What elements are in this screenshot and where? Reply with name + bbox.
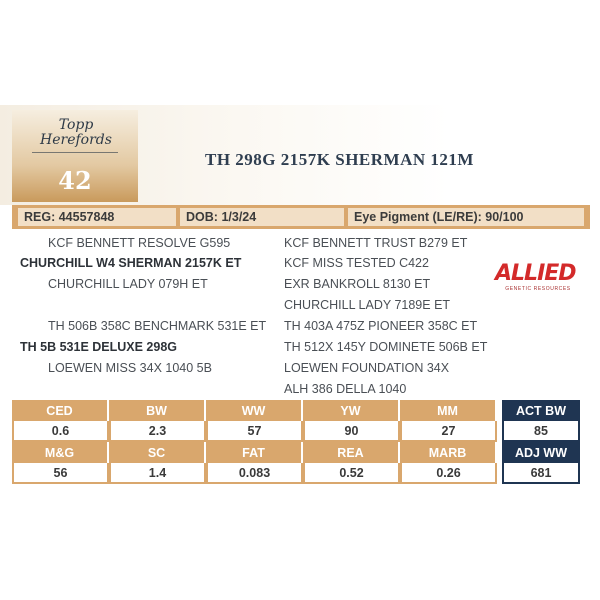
reg-label: REG: (24, 210, 56, 224)
epd-value-row-2 (12, 463, 497, 484)
epd-table (12, 400, 497, 484)
epd-header-rea: REA (303, 442, 400, 463)
epd-header-sc: SC (109, 442, 206, 463)
eye-pigment-label: Eye Pigment (LE/RE): (354, 210, 482, 224)
pedigree-right-6: TH 512X 145Y DOMINETE 506B ET (284, 340, 488, 354)
eye-pigment-cell (348, 208, 584, 226)
epd-header-row-1 (12, 400, 497, 421)
dob-value: 1/3/24 (221, 210, 257, 224)
logo-line2: Herefords (40, 132, 112, 148)
allied-name: ALLIED (495, 261, 576, 286)
epd-header-ced: CED (12, 400, 109, 421)
reg-value: 44557848 (58, 210, 115, 224)
pedigree-sire-dam: CHURCHILL LADY 079H ET (48, 277, 208, 291)
pedigree-right-7: LOEWEN FOUNDATION 34X (284, 361, 450, 375)
epd-value-mm: 27 (400, 421, 497, 442)
pedigree-right-5: TH 403A 475Z PIONEER 358C ET (284, 319, 478, 333)
pedigree-right-1: KCF BENNETT TRUST B279 ET (284, 236, 468, 250)
pedigree-right-4: CHURCHILL LADY 7189E ET (284, 298, 451, 312)
epd-header-mg: M&G (12, 442, 109, 463)
pedigree-sire-sire: KCF BENNETT RESOLVE G595 (48, 236, 231, 250)
logo-line1: Topp (58, 117, 94, 133)
epd-header-mm: MM (400, 400, 497, 421)
epd-header-row-2 (12, 442, 497, 463)
act-bw-value: 85 (502, 421, 580, 442)
pedigree-dam: TH 5B 531E DELUXE 298G (20, 340, 178, 354)
pedigree-right-3: EXR BANKROLL 8130 ET (284, 277, 431, 291)
allied-logo (495, 262, 581, 302)
epd-value-sc: 1.4 (109, 463, 206, 484)
epd-value-mg: 56 (12, 463, 109, 484)
epd-header-marb: MARB (400, 442, 497, 463)
adj-ww-label: ADJ WW (502, 442, 580, 463)
epd-value-yw: 90 (303, 421, 400, 442)
pedigree-right-8: ALH 386 DELLA 1040 (284, 382, 407, 396)
dob-label: DOB: (186, 210, 218, 224)
epd-value-fat: 0.083 (206, 463, 303, 484)
epd-header-yw: YW (303, 400, 400, 421)
eye-pigment-value: 90/100 (485, 210, 524, 224)
epd-value-rea: 0.52 (303, 463, 400, 484)
epd-value-ced: 0.6 (12, 421, 109, 442)
actual-weights-table (502, 400, 580, 484)
ranch-logo (12, 110, 138, 202)
pedigree-dam-sire: TH 506B 358C BENCHMARK 531E ET (48, 319, 267, 333)
allied-subtitle: GENETIC RESOURCES (505, 286, 571, 292)
pedigree-right-2: KCF MISS TESTED C422 (284, 256, 429, 270)
epd-value-bw: 2.3 (109, 421, 206, 442)
epd-header-ww: WW (206, 400, 303, 421)
pedigree-dam-dam: LOEWEN MISS 34X 1040 5B (48, 361, 212, 375)
adj-ww-value: 681 (502, 463, 580, 484)
animal-name: TH 298G 2157K SHERMAN 121M (205, 150, 474, 169)
epd-header-bw: BW (109, 400, 206, 421)
reg-cell (18, 208, 176, 226)
epd-value-ww: 57 (206, 421, 303, 442)
pedigree-sire: CHURCHILL W4 SHERMAN 2157K ET (20, 256, 242, 270)
logo-underline (32, 152, 118, 153)
lot-number: 42 (58, 166, 92, 195)
epd-header-fat: FAT (206, 442, 303, 463)
epd-value-row-1 (12, 421, 497, 442)
epd-value-marb: 0.26 (400, 463, 497, 484)
act-bw-label: ACT BW (502, 400, 580, 421)
dob-cell (180, 208, 344, 226)
registration-bar (12, 205, 590, 229)
